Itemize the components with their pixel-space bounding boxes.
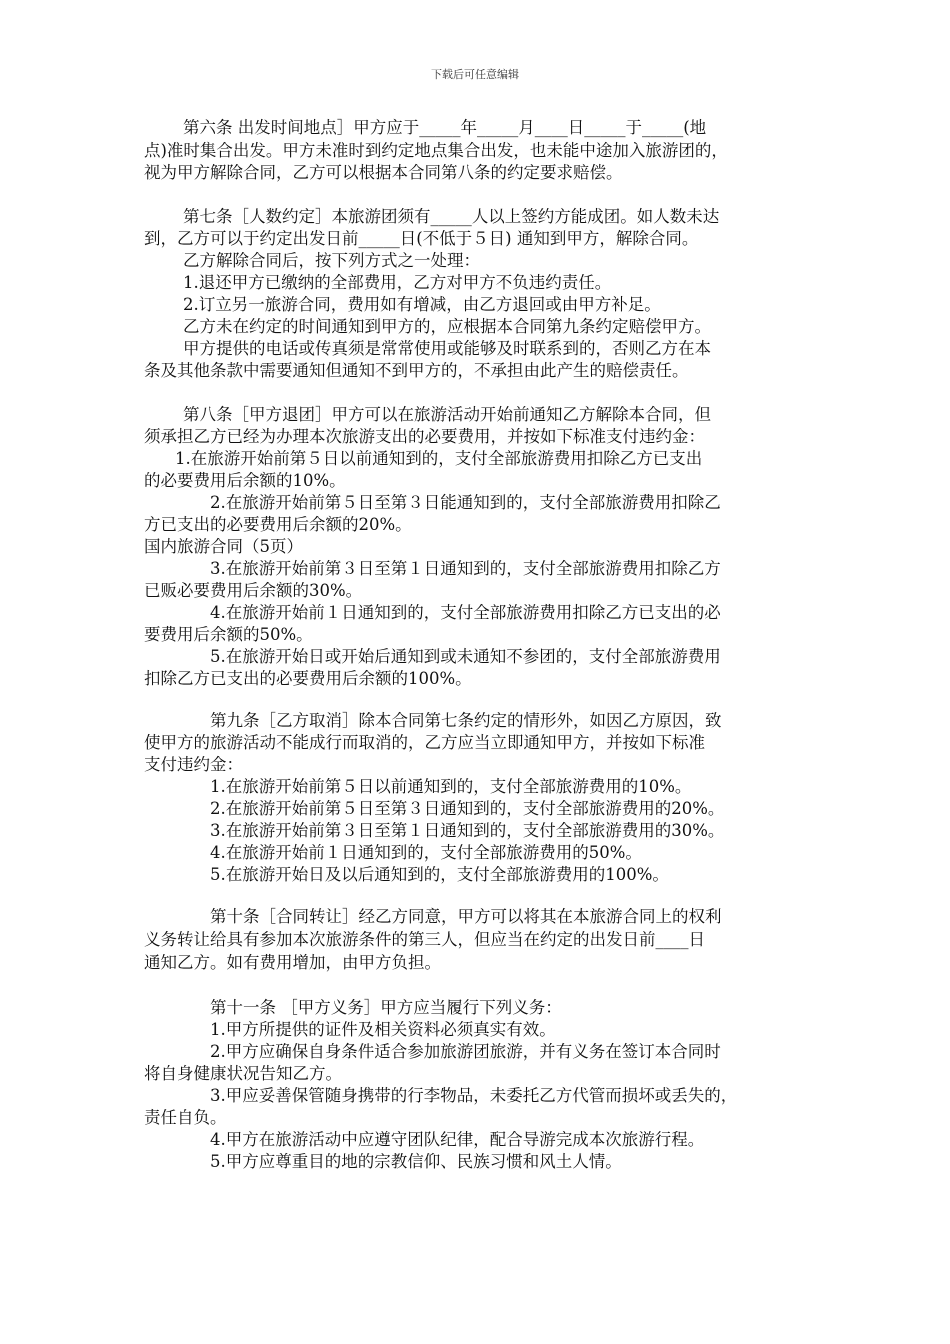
- text-line: 第六条 出发时间地点］甲方应于_____年_____月____日_____于_____(地: [183, 118, 707, 137]
- text-line: 3.甲应妥善保管随身携带的行李物品，未委托乙方代管而损坏或丢失的，: [210, 1086, 738, 1105]
- text-line: 条及其他条款中需要通知但通知不到甲方的，不承担由此产生的赔偿责任。: [144, 361, 689, 380]
- text-line: 通知乙方。如有费用增加，由甲方负担。: [144, 953, 441, 972]
- text-line: 1.退还甲方已缴纳的全部费用，乙方对甲方不负违约责任。: [183, 273, 612, 292]
- text-line: 4.在旅游开始前１日通知到的，支付全部旅游费用扣除乙方已支出的必: [210, 603, 721, 622]
- text-line: 2.甲方应确保自身条件适合参加旅游团旅游，并有义务在签订本合同时: [210, 1042, 721, 1061]
- text-line: 到，乙方可以于约定出发日前_____日(不低于５日) 通知到甲方，解除合同。: [144, 229, 699, 248]
- text-line: 将自身健康状况告知乙方。: [144, 1064, 342, 1083]
- text-line: 3.在旅游开始前第３日至第１日通知到的，支付全部旅游费用的30%。: [210, 821, 725, 840]
- text-line: 2.在旅游开始前第５日至第３日能通知到的，支付全部旅游费用扣除乙: [210, 493, 721, 512]
- text-line: 国内旅游合同（5页）: [144, 537, 303, 556]
- text-line: 第九条［乙方取消］除本合同第七条约定的情形外，如因乙方原因，致: [210, 711, 722, 730]
- text-line: 扣除乙方已支出的必要费用后余额的100%。: [144, 669, 472, 688]
- text-line: 5.在旅游开始日及以后通知到的，支付全部旅游费用的100%。: [210, 865, 669, 884]
- text-line: 视为甲方解除合同，乙方可以根据本合同第八条的约定要求赔偿。: [144, 163, 623, 182]
- text-line: 乙方解除合同后，按下列方式之一处理：: [183, 251, 480, 270]
- text-line: 4.在旅游开始前１日通知到的，支付全部旅游费用的50%。: [210, 843, 642, 862]
- text-line: 5.在旅游开始日或开始后通知到或未通知不参团的，支付全部旅游费用: [210, 647, 721, 666]
- text-line: 1.甲方所提供的证件及相关资料必须真实有效。: [210, 1020, 556, 1039]
- text-line: 已贩必要费用后余额的30%。: [144, 581, 363, 600]
- text-line: 第十条［合同转让］经乙方同意，甲方可以将其在本旅游合同上的权利: [210, 907, 722, 926]
- text-line: 乙方未在约定的时间通知到甲方的，应根据本合同第九条约定赔偿甲方。: [183, 317, 711, 336]
- text-line: 点)准时集合出发。甲方未准时到约定地点集合出发，也未能中途加入旅游团的，: [144, 141, 728, 160]
- text-line: 须承担乙方已经为办理本次旅游支出的必要费用，并按如下标准支付违约金：: [144, 427, 705, 446]
- text-line: 1.在旅游开始前第５日以前通知到的，支付全部旅游费用扣除乙方已支出: [175, 449, 703, 468]
- page-header: 下载后可任意编辑: [431, 68, 519, 81]
- text-line: 第八条［甲方退团］甲方可以在旅游活动开始前通知乙方解除本合同，但: [183, 405, 711, 424]
- text-line: 2.订立另一旅游合同，费用如有增减，由乙方退回或由甲方补足。: [183, 295, 661, 314]
- text-line: 1.在旅游开始前第５日以前通知到的，支付全部旅游费用的10%。: [210, 777, 692, 796]
- text-line: 要费用后余额的50%。: [144, 625, 313, 644]
- text-line: 义务转让给具有参加本次旅游条件的第三人，但应当在约定的出发日前____日: [144, 930, 705, 949]
- text-line: 5.甲方应尊重目的地的宗教信仰、民族习惯和风土人情。: [210, 1152, 622, 1171]
- text-line: 责任自负。: [144, 1108, 227, 1127]
- text-line: 第十一条 ［甲方义务］甲方应当履行下列义务：: [210, 998, 562, 1017]
- text-line: 4.甲方在旅游活动中应遵守团队纪律，配合导游完成本次旅游行程。: [210, 1130, 705, 1149]
- text-line: 的必要费用后余额的10%。: [144, 471, 346, 490]
- text-line: 第七条［人数约定］本旅游团须有_____人以上签约方能成团。如人数未达: [183, 207, 720, 226]
- text-line: 2.在旅游开始前第５日至第３日通知到的，支付全部旅游费用的20%。: [210, 799, 725, 818]
- text-line: 使甲方的旅游活动不能成行而取消的，乙方应当立即通知甲方，并按如下标准: [144, 733, 705, 752]
- text-line: 支付违约金：: [144, 755, 243, 774]
- text-line: 方已支出的必要费用后余额的20%。: [144, 515, 412, 534]
- text-line: 甲方提供的电话或传真须是常常使用或能够及时联系到的，否则乙方在本: [183, 339, 711, 358]
- text-line: 3.在旅游开始前第３日至第１日通知到的，支付全部旅游费用扣除乙方: [210, 559, 721, 578]
